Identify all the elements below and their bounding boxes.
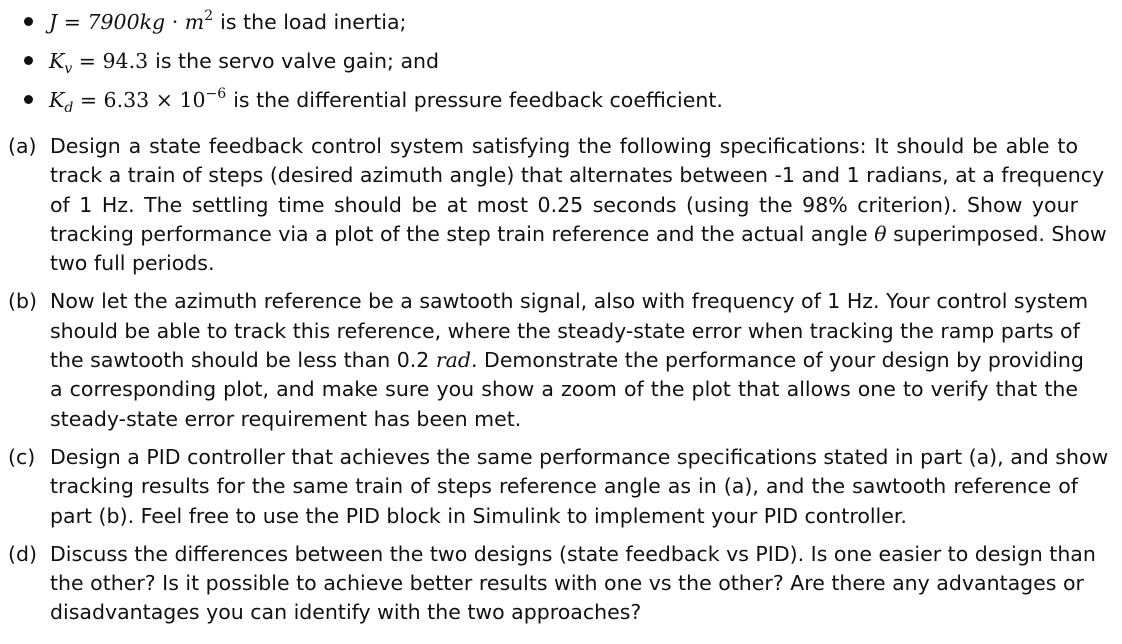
description: is the servo valve gain; and <box>155 48 440 73</box>
bullet-icon <box>24 56 33 65</box>
subscript: v <box>64 60 73 77</box>
description: is the differential pressure feedback coefficient. <box>233 87 723 112</box>
text-line: disadvantages you can identify with the two approaches? <box>50 600 642 625</box>
text-segment: tracking performance via a plot of the step train reference and the actual angle <box>50 221 868 246</box>
text-line: part (b). Feel free to use the PID block in Simulink to implement your PID controller. <box>50 503 907 528</box>
math-expression <box>49 85 227 116</box>
text-line: tracking results for the same train of steps reference angle as in (a), and the sawtooth reference of <box>50 474 1078 499</box>
part-text <box>50 132 1107 278</box>
math-expression <box>49 7 214 34</box>
symbol: J <box>49 9 58 34</box>
dot-operator: · <box>171 9 179 34</box>
part-label: (c) <box>8 444 36 469</box>
bullet-icon <box>24 17 33 26</box>
text-line <box>50 220 1107 249</box>
value: 94.3 <box>102 48 149 73</box>
part-text <box>50 540 1096 628</box>
list-item-pressure-coefficient <box>24 80 1104 119</box>
text-line: should be able to track this reference, where the steady-state error when tracking the ramp parts of <box>50 318 1080 343</box>
math-expression <box>49 48 149 77</box>
bullet-icon <box>24 95 33 104</box>
symbol: K <box>49 87 65 112</box>
text-line: two full periods. <box>50 251 215 276</box>
part-text <box>50 287 1089 433</box>
symbol: K <box>49 48 65 73</box>
question-parts <box>8 132 1109 637</box>
text-segment: superimposed. Show <box>893 221 1107 246</box>
exponent: 2 <box>204 7 214 24</box>
part-c <box>8 443 1109 531</box>
equals-sign: = <box>79 87 98 112</box>
equals-sign: = <box>63 9 81 34</box>
part-label: (b) <box>8 289 38 314</box>
part-label: (a) <box>8 134 37 158</box>
base: 10 <box>179 87 206 112</box>
subscript: d <box>64 99 74 116</box>
text-line: a corresponding plot, and make sure you show a zoom of the plot that allows one to verify that the <box>50 377 1078 402</box>
list-item-load-inertia <box>24 2 1104 41</box>
rad-unit: rad <box>435 348 471 373</box>
text-line: Discuss the differences between the two designs (state feedback vs PID). Is one easier to design than <box>50 541 1096 566</box>
text-segment: . Demonstrate the performance of your design by providing <box>471 348 1084 373</box>
equals-sign: = <box>78 48 96 73</box>
text-segment: the sawtooth should be less than 0.2 <box>50 348 430 373</box>
exponent: −6 <box>205 85 227 102</box>
part-text <box>50 443 1109 531</box>
text-line: Design a PID controller that achieves the same performance specifications stated in part (a), and show <box>50 444 1109 469</box>
parameter-list <box>24 2 1104 119</box>
value: 6.33 <box>103 87 150 112</box>
list-item-servo-gain <box>24 41 1104 80</box>
text-line: Now let the azimuth reference be a sawtooth signal, also with frequency of 1 Hz. Your control system <box>50 289 1089 314</box>
text-line: steady-state error requirement has been met. <box>50 406 522 431</box>
theta-symbol: θ <box>874 221 887 246</box>
description: is the load inertia; <box>220 9 407 34</box>
value: 7900kg <box>87 9 166 34</box>
text-line: Design a state feedback control system satisfying the following specifications: It should be able to <box>50 134 1078 158</box>
times-sign: × <box>155 87 173 112</box>
text-line: the other? Is it possible to achieve better results with one vs the other? Are there any advantages or <box>50 571 1084 596</box>
text-line <box>50 346 1084 375</box>
part-label: (d) <box>8 541 38 566</box>
text-line: of 1 Hz. The settling time should be at most 0.25 seconds (using the 98% criterion). Show your <box>50 192 1078 217</box>
part-b <box>8 287 1089 433</box>
unit: m <box>184 9 205 34</box>
part-d <box>8 540 1096 628</box>
text-line: track a train of steps (desired azimuth angle) that alternates between -1 and 1 radians, at a frequency <box>50 163 1105 188</box>
part-a <box>8 132 1107 278</box>
